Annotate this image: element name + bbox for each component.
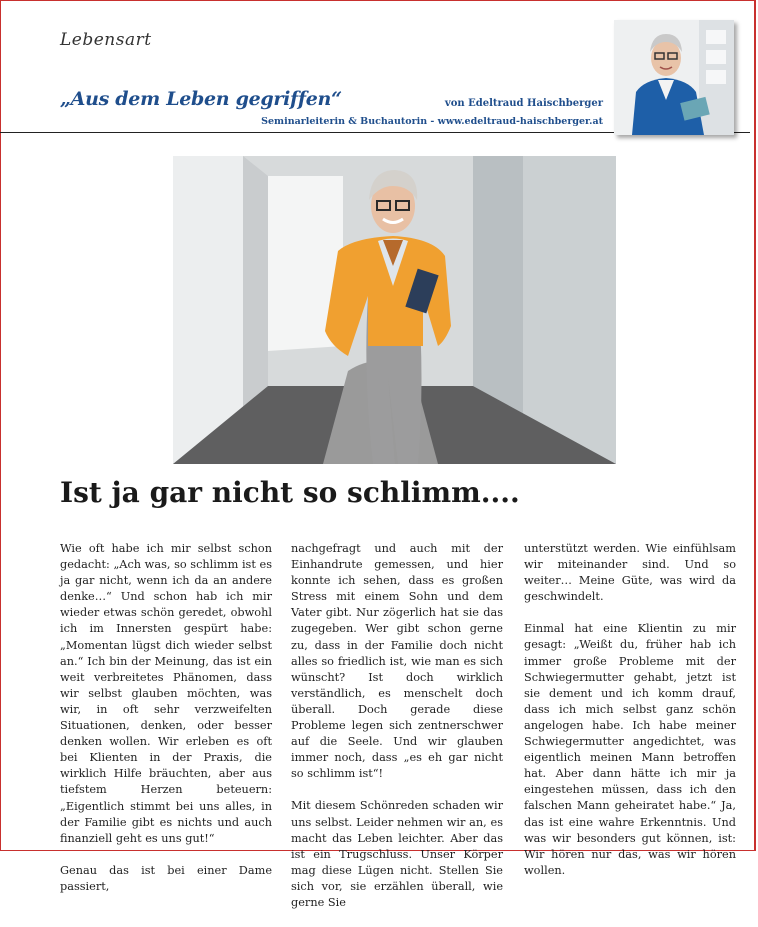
paragraph: unterstützt werden. Wie einfühlsam wir miteinander sind. Und so weiter… Meine Güte, was wird da geschwindelt. xyxy=(524,542,736,604)
paragraph: nachgefragt und auch mit der Einhandrute gemessen, und hier konnte ich sehen, dass es großen Stress mit einem Sohn und dem Vater gibt. Nur zögerlich hat sie das zugegeben. Wer gibt schon gerne zu, dass in der Familie doch nicht alles so friedlich ist, wie man es sich wünscht? Ist doch wirklich verständlich, es menschelt doch überall. Doch gerade diese Probleme legen sich zentnerschwer auf die Seele. Und wir glauben immer noch, dass „es eh gar nicht so schlimm ist“! xyxy=(291,542,503,781)
paragraph: Wie oft habe ich mir selbst schon gedacht: „Ach was, so schlimm ist es ja gar nicht, wenn ich da an andere denke…“ Und schon hab ich mir wieder etwas schön geredet, obwohl ich im Innersten gespürt habe: „Momentan lügst dich wieder selbst an.“ Ich bin der Meinung, das ist ein weit verbreitetes Phänomen, dass wir selbst glauben möchten, was wir, in oft sehr verzweifelten Situationen, denken, oder besser denken wollen. Wir erleben es oft bei Klienten in der Praxis, die wirklich Hilfe bräuchten, aber aus tiefstem Herzen beteuern: „Eigentlich stimmt bei uns alles, in der Familie gibt es nichts und auch finanziell geht es uns gut!“ xyxy=(60,542,272,845)
author-subtitle: Seminarleiterin & Buchautorin - www.edeltraud-haischberger.at xyxy=(261,116,603,127)
paragraph: Einmal hat eine Klientin zu mir gesagt: „Weißt du, früher hab ich immer große Probleme mit der Schwiegermutter gehabt, jetzt ist sie dement und ich komm drauf, dass ich mich selbst ganz schön angelogen habe. Ich habe meiner Schwiegermutter angedichtet, was eigentlich meinen Mann betroffen hat. Aber dann hätte ich mir ja eingestehen müssen, dass ich den falschen Mann geheiratet habe.“ Ja, das ist eine wahre Erkenntnis. Und was wir besonders gut können, ist: Wir hören nur das, was wir hören wollen. xyxy=(524,622,736,877)
article-column-2 xyxy=(291,541,503,927)
article-column-1 xyxy=(60,541,272,911)
author-portrait xyxy=(614,20,734,135)
section-label: Lebensart xyxy=(60,30,152,50)
article-headline: Ist ja gar nicht so schlimm.... xyxy=(60,476,520,509)
column-title: „Aus dem Leben gegriffen“ xyxy=(60,88,342,110)
hero-photo xyxy=(173,156,616,464)
author-portrait-image xyxy=(614,20,734,135)
hero-photo-image xyxy=(173,156,616,464)
author-name: von Edeltraud Haischberger xyxy=(444,98,603,109)
paragraph: Mit diesem Schönreden schaden wir uns selbst. Leider nehmen wir an, es macht das Leben leichter. Aber das ist ein Trugschluss. Unser Körper mag diese Lügen nicht. Stellen Sie sich vor, sie erzählen überall, wie gerne Sie xyxy=(291,799,503,909)
paragraph: Genau das ist bei einer Dame passiert, xyxy=(60,863,272,893)
article-column-3 xyxy=(524,541,736,895)
